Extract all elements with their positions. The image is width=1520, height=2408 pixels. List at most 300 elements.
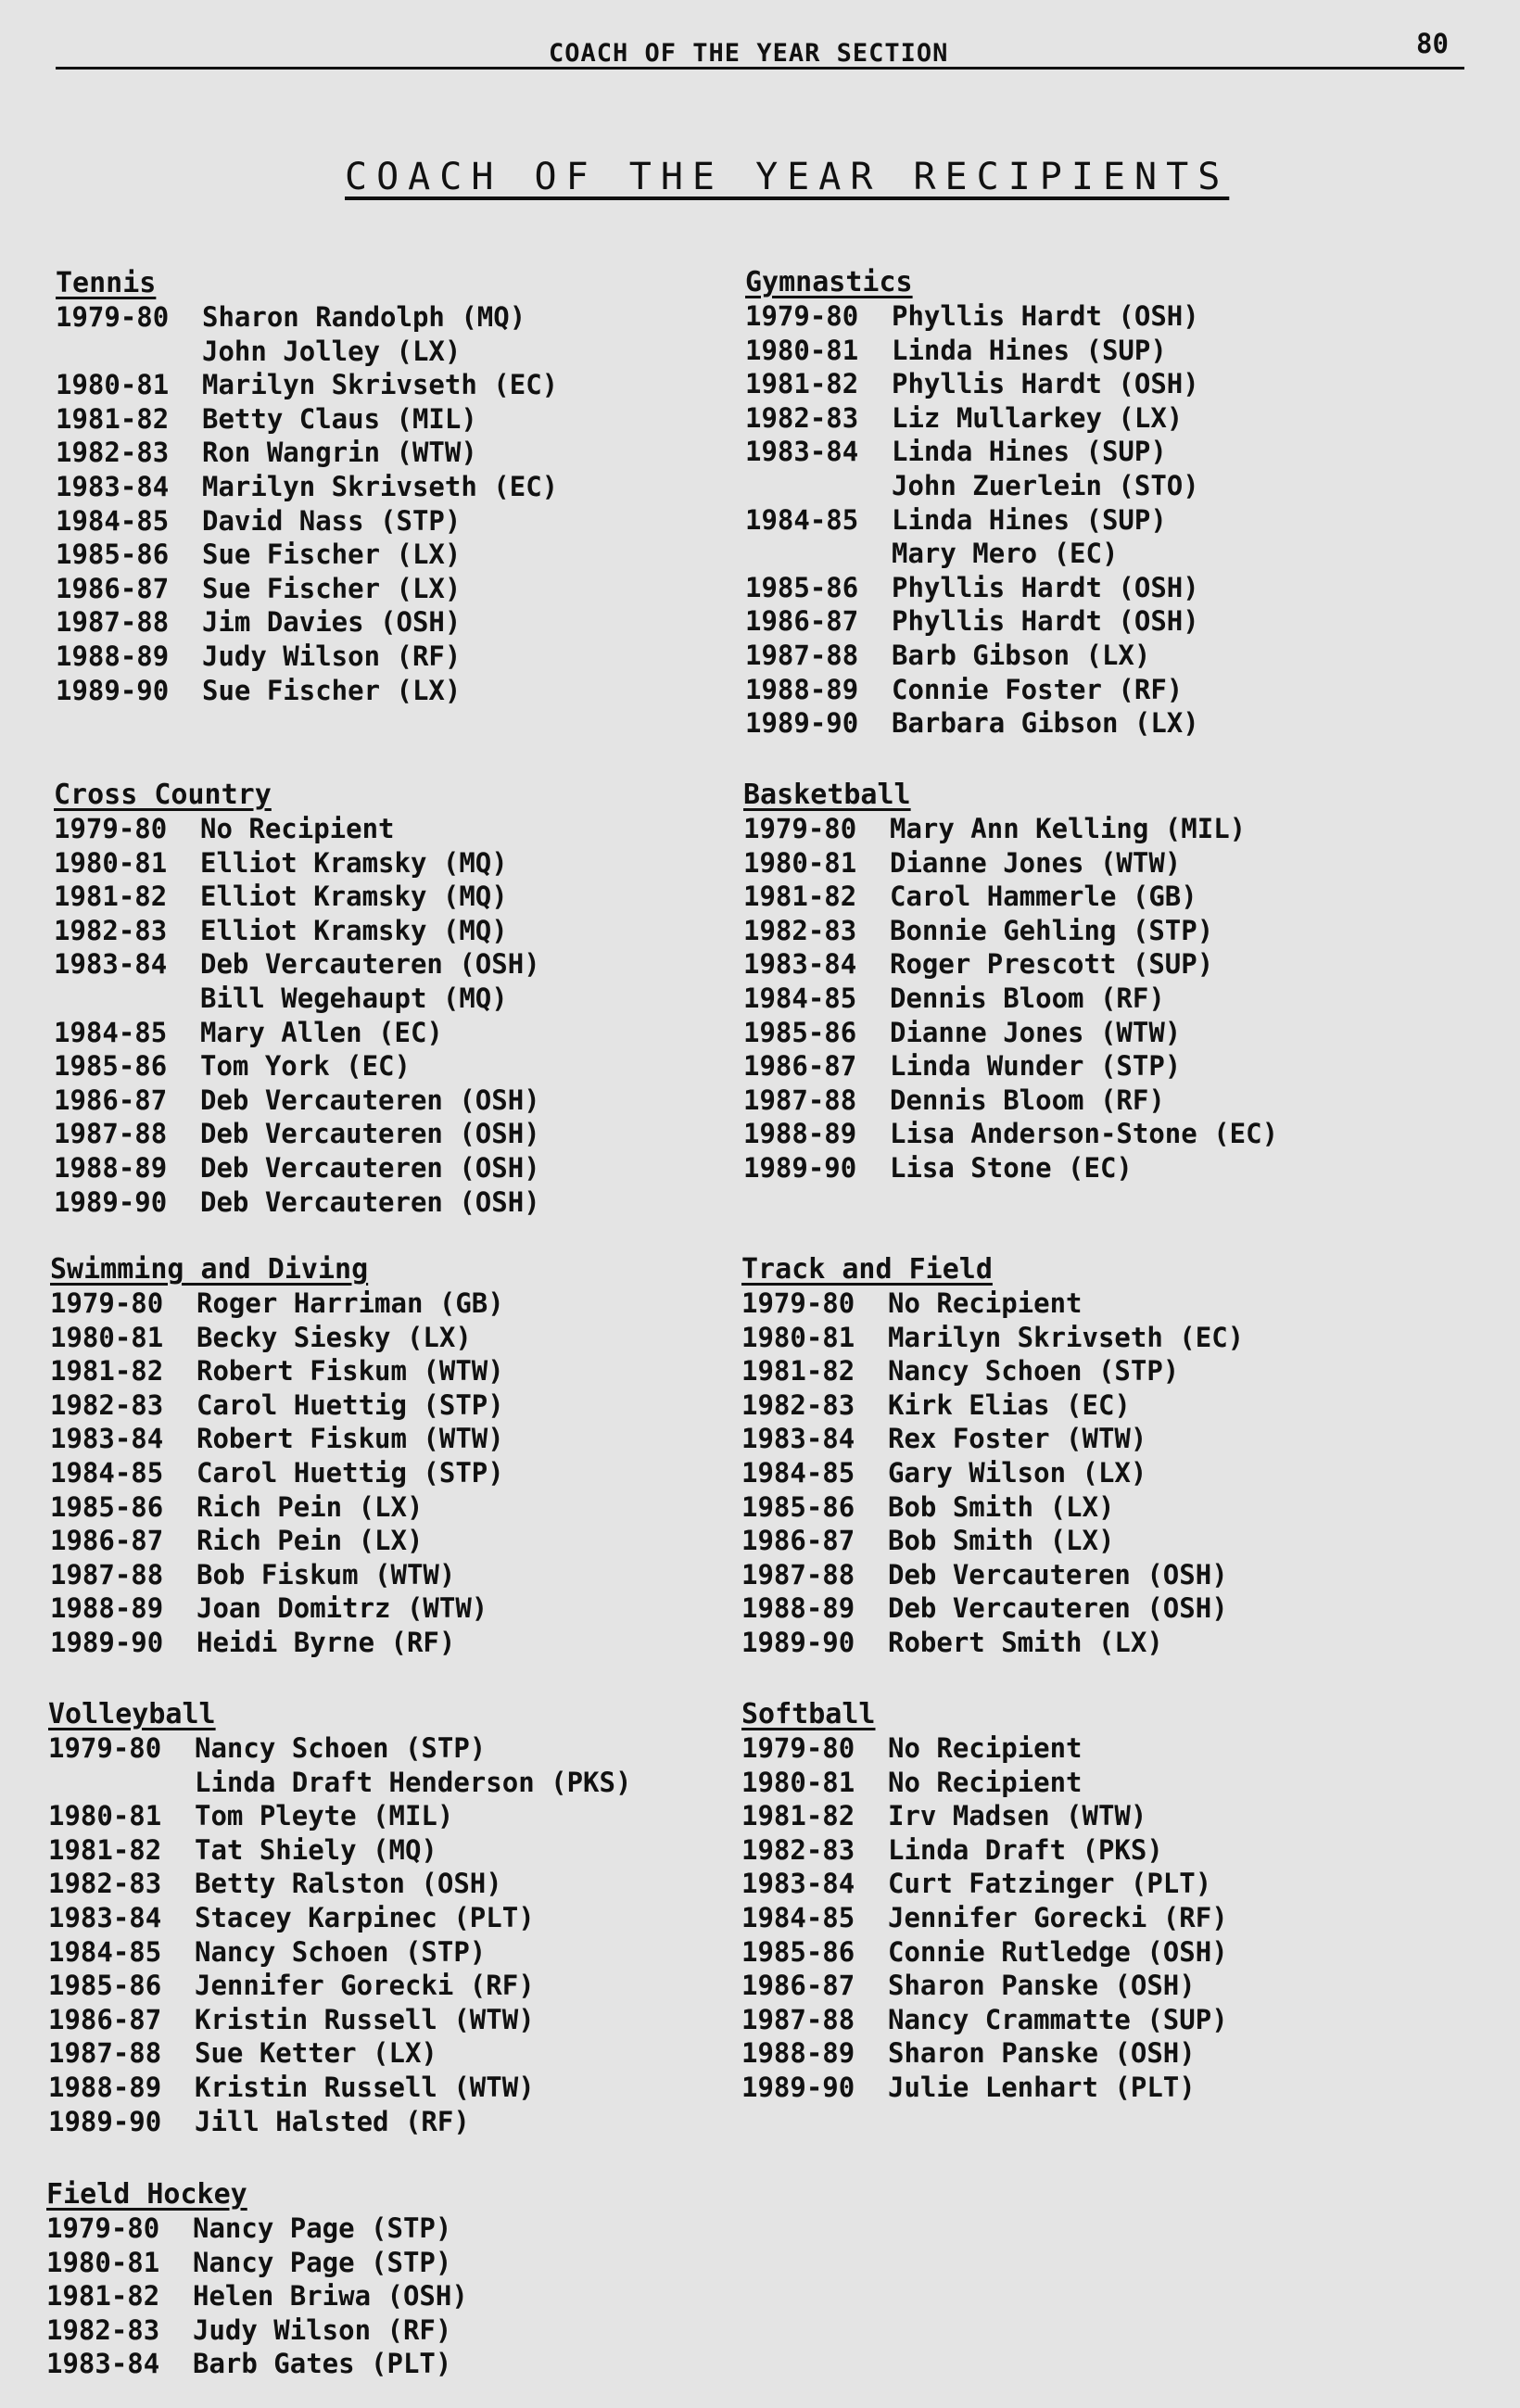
section-tennis (56, 267, 559, 707)
recipient-row (46, 2347, 452, 2381)
coach-name: Kristin Russell (WTW) (195, 2003, 535, 2035)
section-heading: Tennis (56, 267, 157, 299)
season-year: 1989-90 (743, 1151, 857, 1184)
season-year: 1988-89 (741, 1592, 855, 1625)
season-year: 1979-80 (48, 1732, 162, 1764)
recipient-row (745, 537, 1119, 571)
recipient-row (741, 1558, 1228, 1592)
season-year: 1985-86 (743, 1016, 857, 1048)
recipient-row (46, 2313, 452, 2348)
season-year: 1984-85 (50, 1456, 164, 1489)
coach-name: Dianne Jones (WTW) (890, 846, 1182, 879)
recipient-row (743, 982, 1165, 1016)
coach-name: Nancy Schoen (STP) (888, 1355, 1180, 1388)
coach-name: Phyllis Hardt (OSH) (892, 571, 1199, 603)
coach-name: Sharon Panske (OSH) (888, 2037, 1196, 2070)
season-year: 1979-80 (745, 300, 859, 332)
recipient-row (741, 2003, 1228, 2037)
coach-name: John Zuerlein (STO) (892, 469, 1199, 501)
recipient-row (745, 673, 1184, 707)
recipient-row (743, 1049, 1182, 1084)
recipient-row (745, 469, 1199, 503)
coach-name: Gary Wilson (LX) (888, 1456, 1147, 1489)
section-gymnastics (745, 266, 1199, 741)
recipient-row (46, 2279, 468, 2313)
recipient-row (50, 1388, 504, 1423)
recipient-row (745, 401, 1184, 436)
coach-name: Dennis Bloom (RF) (890, 982, 1165, 1014)
season-year: 1983-84 (48, 1901, 162, 1933)
season-year: 1980-81 (48, 1800, 162, 1832)
season-year: 1987-88 (50, 1558, 164, 1591)
coach-name: Lisa Anderson-Stone (EC) (890, 1118, 1279, 1150)
season-year: 1982-83 (48, 1868, 162, 1900)
season-year: 1981-82 (48, 1833, 162, 1866)
season-year: 1986-87 (50, 1525, 164, 1557)
recipient-row (741, 1867, 1212, 1901)
season-year: 1982-83 (46, 2313, 160, 2346)
recipient-row (56, 538, 462, 572)
coach-name: Barb Gates (PLT) (193, 2348, 452, 2380)
season-year: 1986-87 (743, 1050, 857, 1083)
coach-name: Bob Fiskum (WTW) (196, 1558, 456, 1591)
page-title: COACH OF THE YEAR RECIPIENTS (345, 156, 1230, 198)
coach-name: Bill Wegehaupt (MQ) (200, 982, 508, 1014)
season-year: 1983-84 (46, 2348, 160, 2380)
recipient-row (54, 1185, 540, 1220)
coach-name: Carol Huettig (STP) (196, 1388, 504, 1421)
season-year: 1982-83 (741, 1388, 855, 1421)
recipient-row (50, 1321, 472, 1355)
season-year: 1980-81 (741, 1766, 855, 1798)
season-year: 1980-81 (46, 2246, 160, 2278)
recipient-row (48, 2071, 535, 2105)
recipient-row (743, 812, 1247, 846)
coach-name: Heidi Byrne (RF) (196, 1626, 456, 1658)
season-year: 1986-87 (741, 1525, 855, 1557)
recipient-row (54, 846, 508, 881)
coach-name: Mary Mero (EC) (892, 538, 1119, 570)
recipient-row (741, 1833, 1163, 1868)
recipient-row (56, 368, 559, 402)
recipient-row (50, 1354, 504, 1388)
season-year: 1988-89 (743, 1118, 857, 1150)
section-heading: Swimming and Diving (50, 1253, 369, 1286)
season-year: 1988-89 (745, 673, 859, 705)
season-year: 1983-84 (741, 1868, 855, 1900)
coach-name: Curt Fatzinger (PLT) (888, 1868, 1212, 1900)
coach-name: Roger Prescott (SUP) (890, 948, 1214, 981)
coach-name: Dianne Jones (WTW) (890, 1016, 1182, 1048)
recipient-row (56, 470, 559, 504)
recipient-row (54, 914, 508, 948)
coach-name: Dennis Bloom (RF) (890, 1084, 1165, 1116)
recipient-row (54, 1151, 540, 1185)
season-year: 1987-88 (56, 606, 170, 639)
coach-name: David Nass (STP) (202, 504, 462, 537)
section-heading: Gymnastics (745, 266, 913, 298)
coach-name: Tat Shiely (MQ) (195, 1833, 437, 1866)
season-year: 1979-80 (46, 2212, 160, 2244)
recipient-row (48, 1731, 487, 1766)
recipient-row (741, 1969, 1196, 2003)
season-year: 1979-80 (56, 301, 170, 333)
recipient-row (48, 2105, 470, 2139)
recipient-row (741, 1626, 1163, 1660)
recipient-row (741, 1766, 1083, 1800)
recipient-row (54, 812, 395, 846)
recipient-row (741, 1935, 1228, 1970)
coach-name: Rich Pein (LX) (196, 1490, 424, 1523)
coach-name: Deb Vercauteren (OSH) (888, 1558, 1228, 1591)
season-year: 1983-84 (56, 470, 170, 502)
season-year: 1984-85 (48, 1935, 162, 1968)
recipient-row (743, 1151, 1133, 1185)
coach-name: Jennifer Gorecki (RF) (888, 1901, 1228, 1933)
coach-name: Roger Harriman (GB) (196, 1287, 504, 1319)
season-year: 1987-88 (54, 1118, 168, 1150)
recipient-row (50, 1591, 488, 1626)
recipient-row (745, 604, 1199, 639)
section-softball (741, 1698, 1228, 2105)
recipient-row (48, 1833, 437, 1868)
coach-name: No Recipient (888, 1766, 1083, 1798)
coach-name: Liz Mullarkey (LX) (892, 401, 1184, 434)
coach-name: Deb Vercauteren (OSH) (200, 1185, 540, 1218)
coach-name: Sue Fischer (LX) (202, 539, 462, 571)
recipient-row (745, 299, 1199, 334)
coach-name: Phyllis Hardt (OSH) (892, 300, 1199, 332)
season-year: 1982-83 (743, 914, 857, 946)
season-year: 1989-90 (50, 1626, 164, 1658)
season-year: 1984-85 (56, 504, 170, 537)
recipient-row (48, 1901, 535, 1935)
recipient-row (741, 2071, 1196, 2105)
coach-name: Kirk Elias (EC) (888, 1388, 1131, 1421)
section-heading: Volleyball (48, 1698, 216, 1730)
coach-name: Sharon Panske (OSH) (888, 1970, 1196, 2002)
season-year: 1987-88 (48, 2037, 162, 2070)
season-year: 1983-84 (50, 1423, 164, 1455)
coach-name: Nancy Schoen (STP) (195, 1935, 487, 1968)
coach-name: Marilyn Skrivseth (EC) (202, 470, 559, 502)
recipient-row (741, 1524, 1115, 1558)
season-year: 1980-81 (743, 846, 857, 879)
coach-name: Jill Halsted (RF) (195, 2105, 470, 2137)
coach-name: Ron Wangrin (WTW) (202, 437, 477, 469)
coach-name: Tom Pleyte (MIL) (195, 1800, 454, 1832)
season-year: 1981-82 (745, 368, 859, 400)
coach-name: Bob Smith (LX) (888, 1525, 1115, 1557)
recipient-row (48, 2036, 437, 2071)
coach-name: Deb Vercauteren (OSH) (200, 1118, 540, 1150)
coach-name: Connie Foster (RF) (892, 673, 1184, 705)
recipient-row (54, 1117, 540, 1151)
recipient-row (743, 880, 1197, 914)
section-heading: Basketball (743, 779, 911, 811)
recipient-row (46, 2246, 452, 2280)
coach-name: Sue Fischer (LX) (202, 572, 462, 604)
recipient-row (56, 605, 462, 640)
recipient-row (56, 436, 477, 470)
season-year: 1985-86 (741, 1935, 855, 1968)
season-year: 1989-90 (56, 674, 170, 706)
coach-name: Robert Fiskum (WTW) (196, 1423, 504, 1455)
recipient-row (743, 1016, 1182, 1050)
season-year: 1979-80 (54, 813, 168, 844)
recipient-row (50, 1558, 456, 1592)
season-year: 1986-87 (54, 1084, 168, 1116)
recipient-row (743, 1084, 1165, 1118)
season-year: 1989-90 (741, 2071, 855, 2103)
recipient-row (743, 914, 1214, 948)
season-year: 1984-85 (743, 982, 857, 1014)
coach-name: Mary Ann Kelling (MIL) (890, 813, 1247, 844)
recipient-row (56, 640, 462, 674)
coach-name: Bob Smith (LX) (888, 1490, 1115, 1523)
coach-name: Carol Hammerle (GB) (890, 881, 1197, 913)
coach-name: Jim Davies (OSH) (202, 606, 462, 639)
recipient-row (50, 1626, 456, 1660)
page-number: 80 (1416, 28, 1449, 59)
coach-name: Sharon Randolph (MQ) (202, 301, 526, 333)
coach-name: Marilyn Skrivseth (EC) (202, 369, 559, 401)
season-year: 1987-88 (745, 639, 859, 671)
recipient-row (741, 1591, 1228, 1626)
season-year: 1985-86 (741, 1490, 855, 1523)
coach-name: No Recipient (888, 1287, 1083, 1319)
recipient-row (741, 1422, 1147, 1456)
season-year: 1983-84 (54, 948, 168, 981)
coach-name: Phyllis Hardt (OSH) (892, 605, 1199, 638)
recipient-row (741, 2036, 1196, 2071)
season-year: 1981-82 (50, 1355, 164, 1388)
coach-name: Mary Allen (EC) (200, 1016, 443, 1048)
recipient-row (745, 706, 1199, 741)
coach-name: Nancy Schoen (STP) (195, 1732, 487, 1764)
season-year: 1988-89 (50, 1592, 164, 1625)
recipient-row (54, 947, 540, 982)
coach-name: Rex Foster (WTW) (888, 1423, 1147, 1455)
coach-name: Lisa Stone (EC) (890, 1151, 1133, 1184)
recipient-row (48, 1935, 487, 1970)
coach-name: Julie Lenhart (PLT) (888, 2071, 1196, 2103)
coach-name: Linda Draft Henderson (PKS) (195, 1766, 632, 1798)
section-heading: Track and Field (741, 1253, 993, 1286)
recipient-row (56, 504, 462, 539)
recipient-row (743, 1117, 1279, 1151)
recipient-row (46, 2212, 452, 2246)
section-cross-country (54, 779, 540, 1219)
recipient-row (56, 402, 477, 437)
coach-name: Linda Wunder (STP) (890, 1050, 1182, 1083)
coach-name: Elliot Kramsky (MQ) (200, 914, 508, 946)
recipient-row (56, 300, 526, 335)
coach-name: Stacey Karpinec (PLT) (195, 1901, 535, 1933)
recipient-row (745, 334, 1167, 368)
recipient-row (50, 1422, 504, 1456)
season-year: 1983-84 (743, 948, 857, 981)
coach-name: Robert Smith (LX) (888, 1626, 1163, 1658)
coach-name: Deb Vercauteren (OSH) (888, 1592, 1228, 1625)
section-track-and-field (741, 1253, 1245, 1660)
season-year: 1983-84 (745, 436, 859, 468)
season-year: 1980-81 (741, 1321, 855, 1353)
season-year: 1988-89 (48, 2071, 162, 2103)
recipient-row (745, 503, 1167, 538)
season-year: 1979-80 (743, 813, 857, 844)
season-year: 1980-81 (745, 334, 859, 366)
coach-name: Phyllis Hardt (OSH) (892, 368, 1199, 400)
season-year: 1985-86 (56, 539, 170, 571)
season-year: 1981-82 (741, 1355, 855, 1388)
section-field-hockey (46, 2178, 468, 2381)
season-year: 1987-88 (743, 1084, 857, 1116)
season-year: 1986-87 (741, 1970, 855, 2002)
recipient-row (54, 982, 508, 1016)
coach-name: Jennifer Gorecki (RF) (195, 1970, 535, 2002)
coach-name: Judy Wilson (RF) (202, 640, 462, 672)
coach-name: Becky Siesky (LX) (196, 1321, 472, 1353)
recipient-row (745, 435, 1167, 469)
section-basketball (743, 779, 1279, 1185)
season-year: 1987-88 (741, 1558, 855, 1591)
section-swimming-and-diving (50, 1253, 504, 1660)
coach-name: Judy Wilson (RF) (193, 2313, 452, 2346)
recipient-row (741, 1286, 1083, 1321)
coach-name: Marilyn Skrivseth (EC) (888, 1321, 1245, 1353)
season-year: 1980-81 (54, 846, 168, 879)
coach-name: Irv Madsen (WTW) (888, 1800, 1147, 1832)
coach-name: John Jolley (LX) (202, 335, 462, 367)
recipient-row (741, 1388, 1131, 1423)
recipient-row (741, 1901, 1228, 1935)
season-year: 1981-82 (741, 1800, 855, 1832)
season-year: 1986-87 (745, 605, 859, 638)
recipient-row (50, 1456, 504, 1490)
season-year: 1988-89 (56, 640, 170, 672)
recipient-row (745, 367, 1199, 401)
recipient-row (50, 1490, 424, 1525)
season-year: 1979-80 (741, 1732, 855, 1764)
season-year: 1986-87 (48, 2003, 162, 2035)
season-year: 1985-86 (48, 1970, 162, 2002)
coach-name: Nancy Page (STP) (193, 2212, 452, 2244)
recipient-row (56, 674, 462, 708)
section-heading: Cross Country (54, 779, 272, 811)
season-year: 1989-90 (54, 1185, 168, 1218)
recipient-row (56, 335, 462, 369)
recipient-row (741, 1731, 1083, 1766)
season-year: 1985-86 (50, 1490, 164, 1523)
season-year: 1983-84 (741, 1423, 855, 1455)
season-year: 1984-85 (745, 503, 859, 536)
coach-name: No Recipient (888, 1732, 1083, 1764)
coach-name: Linda Hines (SUP) (892, 334, 1167, 366)
coach-name: Elliot Kramsky (MQ) (200, 846, 508, 879)
season-year: 1982-83 (54, 914, 168, 946)
recipient-row (48, 1799, 454, 1833)
season-year: 1981-82 (54, 881, 168, 913)
coach-name: Kristin Russell (WTW) (195, 2071, 535, 2103)
season-year: 1985-86 (745, 571, 859, 603)
season-year: 1981-82 (46, 2280, 160, 2313)
recipient-row (56, 572, 462, 606)
section-heading: Softball (741, 1698, 876, 1730)
section-title: COACH OF THE YEAR SECTION (549, 39, 949, 68)
recipient-row (741, 1321, 1245, 1355)
coach-name: Bonnie Gehling (STP) (890, 914, 1214, 946)
coach-name: Linda Hines (SUP) (892, 436, 1167, 468)
coach-name: Barb Gibson (LX) (892, 639, 1151, 671)
coach-name: Joan Domitrz (WTW) (196, 1592, 488, 1625)
season-year: 1986-87 (56, 572, 170, 604)
coach-name: Sue Fischer (LX) (202, 674, 462, 706)
coach-name: Sue Ketter (LX) (195, 2037, 437, 2070)
recipient-row (741, 1354, 1180, 1388)
season-year: 1980-81 (50, 1321, 164, 1353)
season-year: 1982-83 (741, 1833, 855, 1866)
section-heading: Field Hockey (46, 2178, 247, 2211)
recipient-row (48, 1969, 535, 2003)
season-year: 1984-85 (54, 1016, 168, 1048)
season-year: 1981-82 (56, 402, 170, 435)
season-year: 1982-83 (745, 401, 859, 434)
coach-name: Robert Fiskum (WTW) (196, 1355, 504, 1388)
coach-name: Betty Claus (MIL) (202, 402, 477, 435)
coach-name: Helen Briwa (OSH) (193, 2280, 468, 2313)
coach-name: Barbara Gibson (LX) (892, 707, 1199, 740)
coach-name: Rich Pein (LX) (196, 1525, 424, 1557)
coach-name: Betty Ralston (OSH) (195, 1868, 502, 1900)
season-year: 1987-88 (741, 2003, 855, 2035)
season-year: 1989-90 (741, 1626, 855, 1658)
season-year: 1979-80 (50, 1287, 164, 1319)
season-year: 1988-89 (741, 2037, 855, 2070)
recipient-row (54, 1084, 540, 1118)
coach-name: Linda Hines (SUP) (892, 503, 1167, 536)
recipient-row (48, 1867, 502, 1901)
season-year: 1985-86 (54, 1050, 168, 1083)
coach-name: Linda Draft (PKS) (888, 1833, 1163, 1866)
recipient-row (48, 2003, 535, 2037)
coach-name: Deb Vercauteren (OSH) (200, 1084, 540, 1116)
season-year: 1989-90 (48, 2105, 162, 2137)
section-volleyball (48, 1698, 632, 2138)
recipient-row (50, 1524, 424, 1558)
recipient-row (741, 1456, 1147, 1490)
coach-name: Connie Rutledge (OSH) (888, 1935, 1228, 1968)
recipient-row (54, 1049, 411, 1084)
coach-name: Deb Vercauteren (OSH) (200, 948, 540, 981)
coach-name: Nancy Page (STP) (193, 2246, 452, 2278)
season-year: 1979-80 (741, 1287, 855, 1319)
coach-name: Tom York (EC) (200, 1050, 411, 1083)
season-year: 1984-85 (741, 1456, 855, 1489)
recipient-row (48, 1766, 632, 1800)
season-year: 1988-89 (54, 1151, 168, 1184)
coach-name: Nancy Crammatte (SUP) (888, 2003, 1228, 2035)
season-year: 1982-83 (56, 437, 170, 469)
recipient-row (741, 1799, 1147, 1833)
recipient-row (50, 1286, 504, 1321)
season-year: 1989-90 (745, 707, 859, 740)
recipient-row (741, 1490, 1115, 1525)
season-year: 1980-81 (56, 369, 170, 401)
coach-name: Deb Vercauteren (OSH) (200, 1151, 540, 1184)
coach-name: Carol Huettig (STP) (196, 1456, 504, 1489)
recipient-row (743, 947, 1214, 982)
